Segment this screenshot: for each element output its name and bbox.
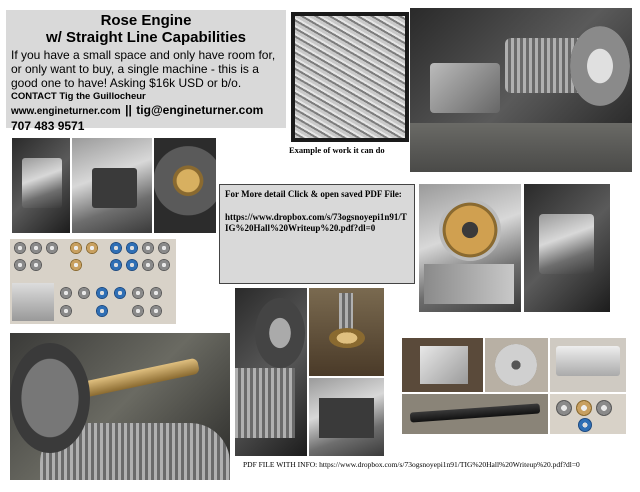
slide-mechanism-photo-2 [72, 138, 152, 233]
headstock-photo [235, 288, 307, 456]
title-line-1: Rose Engine [100, 12, 192, 29]
slide-mechanism-photo-1 [12, 138, 70, 233]
pulley-photo [485, 338, 548, 392]
bracket-photo [550, 338, 626, 392]
work-sample-photo [291, 12, 409, 142]
cross-slide-photo [524, 184, 610, 312]
rosette-stack-closeup-photo [10, 333, 230, 480]
rosette-photo [154, 138, 216, 233]
cutter-bar-photo [402, 394, 548, 434]
pdf-footer-caption[interactable]: PDF FILE WITH INFO: https://www.dropbox.com/s/73ogsnoyepi1n91/TIG%20Hall%20Writeup%20.pdf?dl=0 [243, 460, 580, 469]
link-separator: || [125, 103, 132, 117]
brass-dial-photo [419, 184, 521, 312]
work-sample-caption: Example of work it can do [289, 145, 385, 155]
pdf-info-box[interactable] [219, 184, 415, 284]
title-line-2: w/ Straight Line Capabilities [45, 29, 247, 46]
bushings-photo [550, 394, 626, 434]
rosettes-collection-photo [10, 239, 176, 324]
spindle-tool-photo [309, 288, 384, 376]
slide-assembly-photo [309, 378, 384, 456]
website-link[interactable]: www.engineturner.com [11, 106, 121, 117]
title-box [6, 10, 286, 133]
contact-line: CONTACT Tig the Guillocheur [11, 91, 146, 102]
description-text: If you have a small space and only have room for, or only want to buy, a single machine - this is a good one to have! Asking $16k USD or b/o. [11, 48, 276, 90]
phone-number: 707 483 9571 [11, 119, 85, 133]
contact-links [11, 103, 281, 119]
parts-plate-photo [402, 338, 483, 392]
pdf-link[interactable]: https://www.dropbox.com/s/73ogsnoyepi1n91/TIG%20Hall%20Writeup%20.pdf?dl=0 [225, 212, 407, 233]
email-link[interactable]: tig@engineturner.com [136, 103, 264, 117]
rose-engine-machine-photo [410, 8, 632, 172]
pdf-info-heading: For More detail Click & open saved PDF File: [225, 189, 402, 199]
